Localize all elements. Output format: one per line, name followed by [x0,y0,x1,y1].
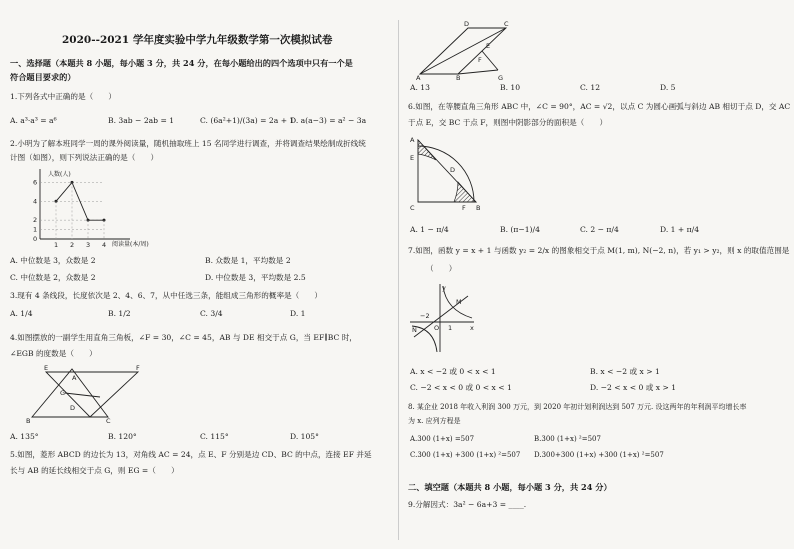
q8-option-d: D.300+300 (1+x) +300 (1+x) ²=507 [534,451,664,459]
chart-xlabel: 阅读量(本/周) [112,241,149,248]
reading-line-chart [28,167,138,249]
q3-option-c: C. 3/4 [200,309,223,318]
chart-ytick: 4 [33,197,38,206]
q6-option-d: D. 1 + π/4 [660,225,700,234]
q4-line1: 4.如图摆放的一副学生用直角三角板，∠F = 30，∠C = 45，AB 与 DE 相交于点 G，当 EF∥BC 时， [10,333,357,342]
q4-triangles-figure [26,364,145,425]
q4-label-e: E [44,364,49,372]
q5-option-b: B. 10 [500,83,521,92]
q5-line1: 5.如图，菱形 ABCD 的边长为 13，对角线 AC = 24，点 E、F 分别是边 CD、BC 的中点，连接 EF 并延 [10,450,372,459]
q4-label-f: F [136,364,140,372]
q7-option-c: C. −2 < x < 0 或 0 < x < 1 [410,383,512,392]
q6-option-a: A. 1 − π/4 [410,225,449,234]
q1-option-a: A. a³·a³ = a⁶ [10,116,57,125]
chart-ytick: 2 [33,216,38,225]
q6-label-f: F [462,204,466,212]
q8-option-c: C.300 (1+x) +300 (1+x) ²=507 [410,451,521,459]
q2-option-c: C. 中位数是 2，众数是 2 [10,273,96,282]
q2-option-b: B. 众数是 1，平均数是 2 [205,256,291,265]
q5-rhombus-figure [418,22,513,80]
chart-ytick: 0 [33,235,38,243]
q8-line2: 为 x. 应列方程是 [408,417,461,425]
q5-line2: 长与 AB 的延长线相交于点 G，则 EG =（ ） [10,466,179,475]
section1-line2: 符合题目要求的） [10,72,76,82]
q5-option-d: D. 5 [660,83,676,92]
q6-line2: 于点 E，交 BC 于点 F，则图中阴影部分的面积是（ ） [408,118,608,127]
q6-option-c: C. 2 − π/4 [580,225,619,234]
q3-option-d: D. 1 [290,309,306,318]
q4-option-a: A. 135° [10,432,39,441]
q2-option-d: D. 中位数是 3，平均数是 2.5 [205,273,306,282]
right-column [400,0,794,549]
q2-option-a: A. 中位数是 3，众数是 2 [10,256,96,265]
q9-stem: 9.分解因式：3a² − 6a+3 = ____. [408,500,527,509]
q7-option-b: B. x < −2 或 x > 1 [590,367,660,376]
q4-line2: ∠EGB 的度数是（ ） [10,349,97,358]
q5-option-a: A. 13 [410,83,430,92]
chart-xtick: 1 [54,241,59,249]
q6-line1: 6.如图，在等腰直角三角形 ABC 中，∠C = 90°，AC = √2，以点 C 为圆心画弧与斜边 AB 相切于点 D，交 AC [408,102,791,111]
q2-line2: 计图（如图），则下列说法正确的是（ ） [10,153,159,162]
q3-stem: 3.现有 4 条线段，长度依次是 2、4、6、7，从中任选三条，能组成三角形的概率是（ ） [10,291,323,300]
exam-title: 2020--2021 学年度实验中学九年级数学第一次模拟试卷 [62,34,333,46]
q5-label-a: A [416,74,421,82]
q6-label-d: D [450,166,456,174]
q7-line2: （ ） [426,264,457,273]
q1-option-d: D. a(a−3) = a² − 3a [290,116,367,125]
q7-line1: 7.如图，函数 y = x + 1 与函数 y₂ = 2/x 的图象相交于点 M(1, m), N(−2, n)，若 y₁ > y₂，则 x 的取值范围是 [408,246,790,255]
q5-label-f: F [478,56,482,64]
q7-option-d: D. −2 < x < 0 或 x > 1 [590,383,677,392]
section1-line1: 一、选择题（本题共 8 小题，每小题 3 分，共 24 分，在每小题给出的四个选项中只有一个是 [10,58,353,68]
q7-label-n: N [412,326,417,334]
q7-label-m: M [456,298,462,306]
q5-label-b: B [456,74,461,82]
q4-label-c: C [106,417,111,425]
q4-option-c: C. 115° [200,432,229,441]
q1-option-c: C. (6a²+1)/(3a) = 2a + 1 [200,116,295,125]
q4-option-b: B. 120° [108,432,137,441]
q7-option-a: A. x < −2 或 0 < x < 1 [410,367,496,376]
q3-option-a: A. 1/4 [10,309,33,318]
q6-label-b: B [476,204,481,212]
q7-label-y: y [442,284,446,292]
section2-heading: 二、填空题（本题共 8 小题，每小题 3 分，共 24 分） [408,482,612,492]
q5-label-e: E [486,42,491,50]
q4-label-a: A [72,374,77,382]
q7-label-neg2: −2 [420,312,430,320]
q2-line1: 2.小明为了解本班同学一周的课外阅读量，随机抽取班上 15 名同学进行调查，并将调查结果绘制成折线统 [10,139,366,148]
q4-option-d: D. 105° [290,432,319,441]
q8-option-b: B.300 (1+x) ²=507 [534,435,601,443]
chart-ytick: 1 [33,225,38,234]
q7-label-o: O [434,324,440,332]
q6-label-a: A [410,136,415,144]
q3-option-b: B. 1/2 [108,309,131,318]
q6-option-b: B. (π−1)/4 [500,225,540,234]
q6-triangle-arc-figure [410,136,504,216]
q4-label-d: D [70,404,76,412]
q1-option-b: B. 3ab − 2ab = 1 [108,116,175,125]
column-divider [398,20,399,540]
q5-label-d: D [464,20,470,28]
q8-line1: 8. 某企业 2018 年收入利润 300 万元，到 2020 年初计划利润达到 507 万元. 设这两年的年利润平均增长率 [408,403,747,411]
q4-label-b: B [26,417,31,425]
q5-label-g: G [498,74,504,82]
q5-label-c: C [504,20,509,28]
q4-label-g: G [60,389,66,397]
q7-function-graph [410,282,476,354]
chart-xtick: 4 [102,241,107,249]
chart-xtick: 2 [70,241,75,249]
q7-label-1: 1 [448,324,453,332]
q7-label-x: x [470,324,474,332]
q5-option-c: C. 12 [580,83,601,92]
q6-label-e: E [410,154,415,162]
chart-xtick: 3 [86,241,91,249]
chart-ytick: 6 [33,178,38,187]
q6-label-c: C [410,204,415,212]
q8-option-a: A.300 (1+x) =507 [410,435,475,443]
chart-ylabel: 人数(人) [48,171,71,178]
q1-stem: 1.下列各式中正确的是（ ） [10,92,116,101]
